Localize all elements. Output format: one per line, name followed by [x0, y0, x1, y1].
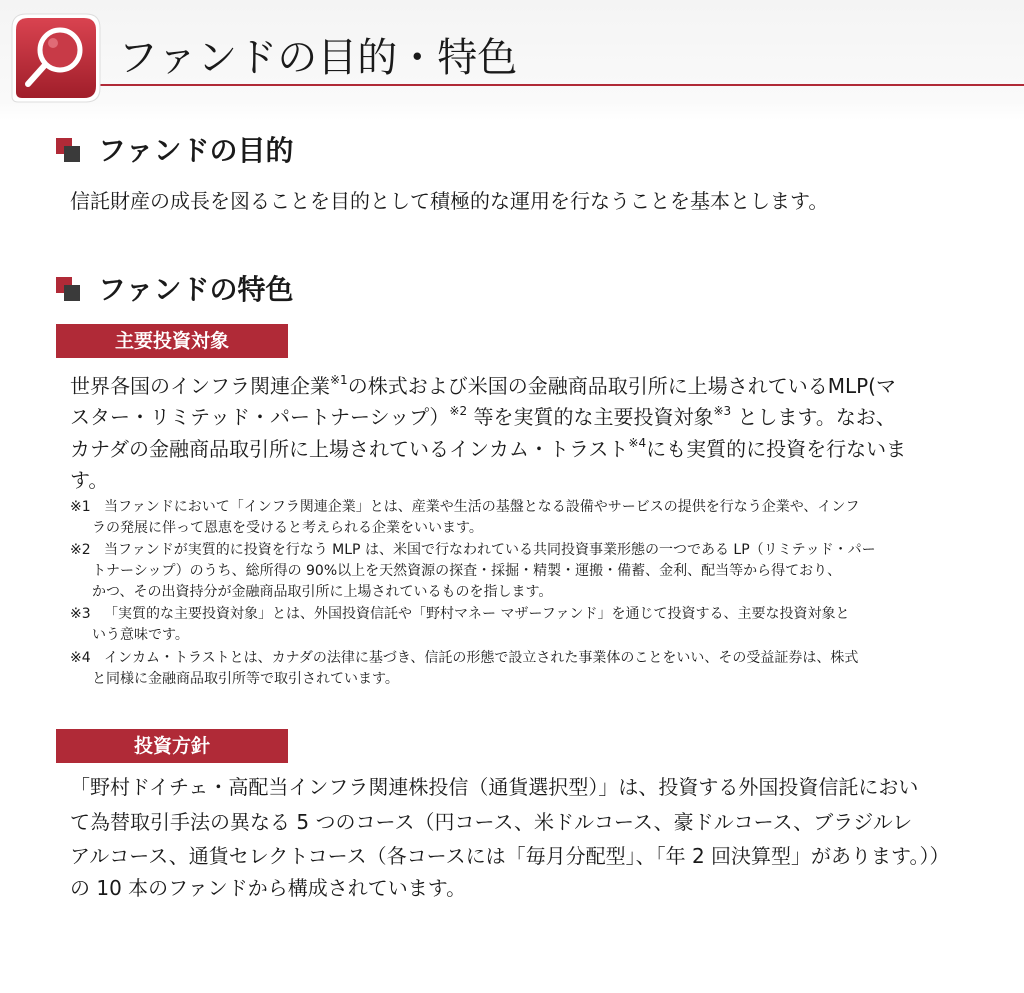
footnote-line: いう意味です。: [92, 627, 189, 643]
footnote-mark: ※4: [70, 650, 91, 666]
footnote-mark: ※2: [70, 542, 91, 558]
footnote-ref: ※2: [449, 404, 468, 418]
text-run: す。: [70, 468, 109, 492]
text-line: アルコース、通貨セレクトコース（各コースには「毎月分配型」、「年 2 回決算型」があります。））: [70, 844, 950, 868]
text-line: [70, 434, 906, 464]
footnote-ref: ※1: [330, 373, 348, 387]
footnote-line: かつ、その出資持分が金融商品取引所に上場されているものを指します。: [92, 584, 553, 600]
text-line: 「野村ドイチェ・高配当インフラ関連株投信（通貨選択型）」は、投資する外国投資信託におい: [70, 775, 919, 799]
magnifier-icon: [8, 10, 104, 106]
label-investment-policy: 投資方針: [56, 729, 288, 763]
text-run: スター・リミテッド・パートナーシップ）: [70, 405, 450, 429]
text-line: [70, 465, 108, 495]
text-run: カナダの金融商品取引所に上場されているインカム・トラスト: [70, 437, 629, 461]
footnote-line: ラの発展に伴って恩恵を受けると考えられる企業をいいます。: [92, 520, 483, 536]
text-line: の 10 本のファンドから構成されています。: [70, 876, 467, 900]
footnote-line: 当ファンドが実質的に投資を行なう MLP は、米国で行なわれている共同投資事業形態の一つである LP（リミテッド・パー: [104, 542, 876, 558]
footnote-mark: ※3: [70, 606, 91, 622]
label-investment-target: 主要投資対象: [56, 324, 288, 358]
text-line: て為替取引手法の異なる 5 つのコース（円コース、米ドルコース、豪ドルコース、ブラジルレ: [70, 810, 913, 834]
section-heading-text: ファンドの特色: [98, 273, 294, 306]
footnote-line: 「実質的な主要投資対象」とは、外国投資信託や「野村マネー マザーファンド」を通じて投資する、主要な投資対象と: [104, 606, 850, 622]
text-run: とします。なお、: [731, 405, 896, 429]
footnote-ref: ※4: [628, 436, 647, 450]
text-run: にも実質的に投資を行ないま: [646, 437, 907, 461]
footnote-ref: ※3: [713, 404, 732, 418]
text-line: [70, 402, 896, 432]
section-heading-text: ファンドの目的: [98, 134, 294, 167]
footnote-line: と同様に金融商品取引所等で取引されています。: [92, 671, 399, 687]
section-heading-features: [56, 272, 293, 308]
section-heading-purpose: [56, 133, 293, 169]
square-bullet-icon: [56, 138, 82, 164]
footnote-line: インカム・トラストとは、カナダの法律に基づき、信託の形態で設立された事業体のことをいい、その受益証券は、株式: [104, 650, 859, 666]
footnote-line: トナーシップ）のうち、総所得の 90%以上を天然資源の探査・採掘・精製・運搬・備蓄、金利、配当等から得ており、: [92, 563, 842, 579]
footnote-mark: ※1: [70, 499, 91, 515]
text-line: [70, 371, 896, 401]
text-run: 世界各国のインフラ関連企業: [70, 374, 330, 398]
square-bullet-icon: [56, 277, 82, 303]
footnote-line: 当ファンドにおいて「インフラ関連企業」とは、産業や生活の基盤となる設備やサービスの提供を行なう企業や、インフ: [104, 499, 860, 515]
page-title: ファンドの目的・特色: [118, 35, 518, 81]
text-run: の株式および米国の金融商品取引所に上場されているMLP(マ: [347, 374, 896, 398]
purpose-text: 信託財産の成長を図ることを目的として積極的な運用を行なうことを基本とします。: [70, 189, 829, 213]
text-run: 等を実質的な主要投資対象: [467, 405, 714, 429]
